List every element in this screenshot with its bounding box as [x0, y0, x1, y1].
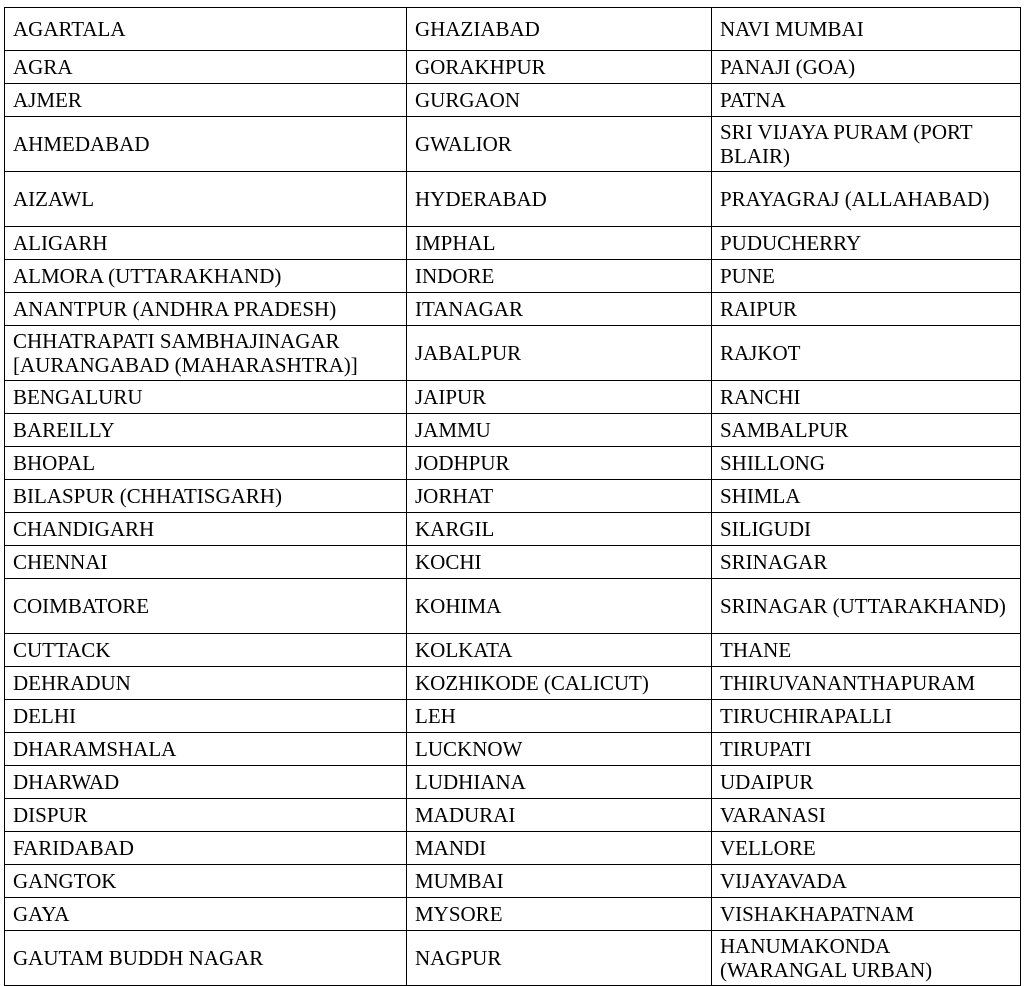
table-row	[5, 546, 1021, 579]
table-cell: UDAIPUR	[712, 766, 1021, 799]
table-row	[5, 293, 1021, 326]
table-cell: VELLORE	[712, 832, 1021, 865]
table-row	[5, 931, 1021, 986]
table-cell: CUTTACK	[5, 634, 407, 667]
table-row	[5, 414, 1021, 447]
table-row	[5, 700, 1021, 733]
table-row	[5, 447, 1021, 480]
table-cell: GANGTOK	[5, 865, 407, 898]
table-cell: BENGALURU	[5, 381, 407, 414]
table-cell: JAIPUR	[407, 381, 712, 414]
table-cell: VISHAKHAPATNAM	[712, 898, 1021, 931]
table-row	[5, 51, 1021, 84]
table-row	[5, 172, 1021, 227]
table-cell: RAIPUR	[712, 293, 1021, 326]
table-cell: BAREILLY	[5, 414, 407, 447]
table-cell: MANDI	[407, 832, 712, 865]
city-table-body	[5, 8, 1021, 986]
table-cell: DHARWAD	[5, 766, 407, 799]
table-cell: DELHI	[5, 700, 407, 733]
table-cell: SRI VIJAYA PURAM (PORT BLAIR)	[712, 117, 1021, 172]
table-row	[5, 227, 1021, 260]
table-cell: GURGAON	[407, 84, 712, 117]
table-row	[5, 766, 1021, 799]
table-cell: GHAZIABAD	[407, 8, 712, 51]
table-row	[5, 733, 1021, 766]
table-cell: IMPHAL	[407, 227, 712, 260]
table-cell: RANCHI	[712, 381, 1021, 414]
table-cell: GAYA	[5, 898, 407, 931]
table-cell: SHIMLA	[712, 480, 1021, 513]
table-cell: KARGIL	[407, 513, 712, 546]
table-cell: PUNE	[712, 260, 1021, 293]
table-cell: DEHRADUN	[5, 667, 407, 700]
table-row	[5, 480, 1021, 513]
table-cell: BILASPUR (CHHATISGARH)	[5, 480, 407, 513]
table-cell: GAUTAM BUDDH NAGAR	[5, 931, 407, 986]
table-cell: GORAKHPUR	[407, 51, 712, 84]
table-cell: ALMORA (UTTARAKHAND)	[5, 260, 407, 293]
table-cell: COIMBATORE	[5, 579, 407, 634]
table-row	[5, 799, 1021, 832]
table-cell: SILIGUDI	[712, 513, 1021, 546]
table-row	[5, 84, 1021, 117]
table-cell: PANAJI (GOA)	[712, 51, 1021, 84]
table-cell: PUDUCHERRY	[712, 227, 1021, 260]
table-cell: KOLKATA	[407, 634, 712, 667]
table-cell: VARANASI	[712, 799, 1021, 832]
table-cell: RAJKOT	[712, 326, 1021, 381]
table-cell: KOHIMA	[407, 579, 712, 634]
table-cell: LUDHIANA	[407, 766, 712, 799]
table-cell: PATNA	[712, 84, 1021, 117]
table-cell: LEH	[407, 700, 712, 733]
table-cell: MYSORE	[407, 898, 712, 931]
table-row	[5, 667, 1021, 700]
table-cell: AIZAWL	[5, 172, 407, 227]
table-cell: GWALIOR	[407, 117, 712, 172]
table-row	[5, 634, 1021, 667]
table-cell: CHHATRAPATI SAMBHAJINAGAR [AURANGABAD (MAHARASHTRA)]	[5, 326, 407, 381]
table-row	[5, 8, 1021, 51]
table-cell: HYDERABAD	[407, 172, 712, 227]
table-cell: PRAYAGRAJ (ALLAHABAD)	[712, 172, 1021, 227]
table-cell: HANUMAKONDA (WARANGAL URBAN)	[712, 931, 1021, 986]
table-cell: ITANAGAR	[407, 293, 712, 326]
table-cell: AGRA	[5, 51, 407, 84]
table-cell: SAMBALPUR	[712, 414, 1021, 447]
table-cell: LUCKNOW	[407, 733, 712, 766]
table-cell: DISPUR	[5, 799, 407, 832]
table-cell: SHILLONG	[712, 447, 1021, 480]
table-cell: KOZHIKODE (CALICUT)	[407, 667, 712, 700]
table-cell: THANE	[712, 634, 1021, 667]
table-cell: AHMEDABAD	[5, 117, 407, 172]
table-cell: JORHAT	[407, 480, 712, 513]
table-row	[5, 513, 1021, 546]
table-row	[5, 898, 1021, 931]
table-row	[5, 260, 1021, 293]
table-cell: FARIDABAD	[5, 832, 407, 865]
table-cell: DHARAMSHALA	[5, 733, 407, 766]
table-row	[5, 381, 1021, 414]
table-row	[5, 865, 1021, 898]
table-cell: JAMMU	[407, 414, 712, 447]
table-cell: INDORE	[407, 260, 712, 293]
table-row	[5, 832, 1021, 865]
table-cell: BHOPAL	[5, 447, 407, 480]
table-cell: JABALPUR	[407, 326, 712, 381]
table-cell: TIRUCHIRAPALLI	[712, 700, 1021, 733]
table-row	[5, 117, 1021, 172]
table-cell: NAVI MUMBAI	[712, 8, 1021, 51]
table-cell: AJMER	[5, 84, 407, 117]
table-cell: MADURAI	[407, 799, 712, 832]
city-table	[4, 7, 1021, 986]
table-cell: CHENNAI	[5, 546, 407, 579]
table-cell: CHANDIGARH	[5, 513, 407, 546]
table-cell: KOCHI	[407, 546, 712, 579]
table-cell: NAGPUR	[407, 931, 712, 986]
table-cell: THIRUVANANTHAPURAM	[712, 667, 1021, 700]
table-cell: ANANTPUR (ANDHRA PRADESH)	[5, 293, 407, 326]
table-row	[5, 579, 1021, 634]
table-cell: AGARTALA	[5, 8, 407, 51]
table-cell: JODHPUR	[407, 447, 712, 480]
table-cell: ALIGARH	[5, 227, 407, 260]
table-cell: SRINAGAR (UTTARAKHAND)	[712, 579, 1021, 634]
table-cell: MUMBAI	[407, 865, 712, 898]
table-row	[5, 326, 1021, 381]
table-cell: VIJAYAVADA	[712, 865, 1021, 898]
table-cell: SRINAGAR	[712, 546, 1021, 579]
table-cell: TIRUPATI	[712, 733, 1021, 766]
